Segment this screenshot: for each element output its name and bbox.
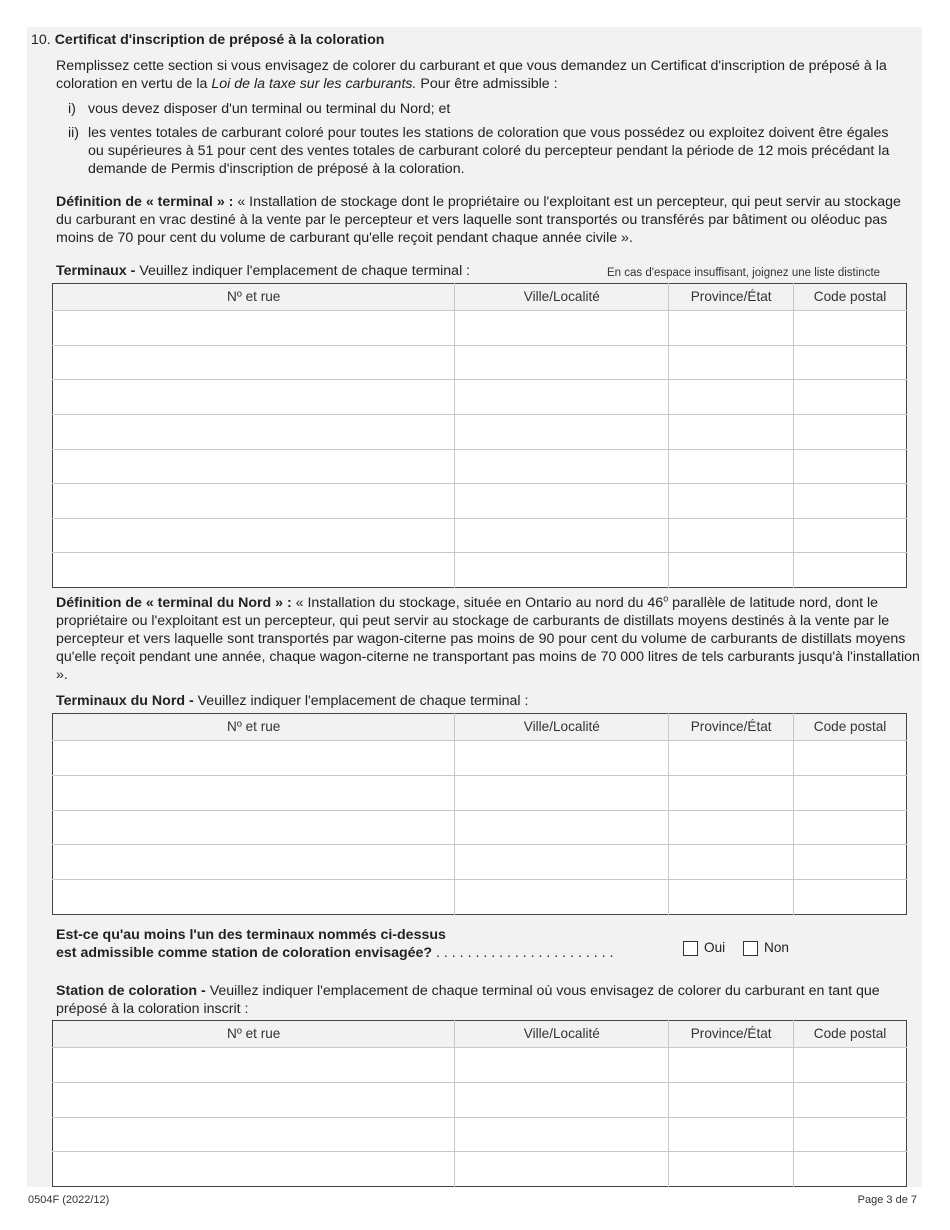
city-cell[interactable] bbox=[455, 880, 669, 915]
eligibility-question: Est-ce qu'au moins l'un des terminaux nommés ci-dessus est admissible comme station de coloration envisagée? . . . . . . . . . . . . . . . . . . . . . . . bbox=[56, 927, 614, 961]
street-cell[interactable] bbox=[53, 1152, 455, 1187]
province-cell[interactable] bbox=[669, 553, 794, 588]
coloration-station-table bbox=[52, 1020, 907, 1187]
col-street: Nº et rue bbox=[53, 714, 455, 741]
street-cell[interactable] bbox=[53, 380, 455, 415]
table-row bbox=[53, 1152, 907, 1187]
no-option[interactable] bbox=[743, 939, 789, 957]
col-postal: Code postal bbox=[794, 284, 907, 311]
section-title: Certificat d'inscription de préposé à la coloration bbox=[54, 32, 385, 48]
postal-cell[interactable] bbox=[794, 518, 907, 553]
table-row bbox=[53, 380, 907, 415]
postal-cell[interactable] bbox=[794, 810, 907, 845]
table-row bbox=[53, 845, 907, 880]
province-cell[interactable] bbox=[669, 1117, 794, 1152]
city-cell[interactable] bbox=[455, 1048, 669, 1083]
street-cell[interactable] bbox=[53, 1048, 455, 1083]
city-cell[interactable] bbox=[455, 845, 669, 880]
street-cell[interactable] bbox=[53, 775, 455, 810]
postal-cell[interactable] bbox=[794, 345, 907, 380]
table-row bbox=[53, 449, 907, 484]
postal-cell[interactable] bbox=[794, 775, 907, 810]
city-cell[interactable] bbox=[455, 414, 669, 449]
no-checkbox[interactable] bbox=[743, 941, 758, 956]
city-cell[interactable] bbox=[455, 741, 669, 776]
street-cell[interactable] bbox=[53, 880, 455, 915]
province-cell[interactable] bbox=[669, 845, 794, 880]
station-label: Station de coloration - Veuillez indiquer l'emplacement de chaque terminal où vous envisagez de colorer du carburant en tant que préposé à la coloration inscrit : bbox=[56, 983, 880, 1017]
city-cell[interactable] bbox=[455, 345, 669, 380]
province-cell[interactable] bbox=[669, 311, 794, 346]
postal-cell[interactable] bbox=[794, 1152, 907, 1187]
postal-cell[interactable] bbox=[794, 449, 907, 484]
yes-checkbox[interactable] bbox=[683, 941, 698, 956]
intro-paragraph: Remplissez cette section si vous envisagez de colorer du carburant et que vous demandez un Certificat d'inscription de préposé à la coloration en vertu de la Loi de la taxe sur les carburants. Pour être admissible : bbox=[56, 58, 887, 92]
province-cell[interactable] bbox=[669, 880, 794, 915]
province-cell[interactable] bbox=[669, 414, 794, 449]
city-cell[interactable] bbox=[455, 1117, 669, 1152]
city-cell[interactable] bbox=[455, 553, 669, 588]
city-cell[interactable] bbox=[455, 810, 669, 845]
province-cell[interactable] bbox=[669, 741, 794, 776]
table-row bbox=[53, 345, 907, 380]
table-row bbox=[53, 484, 907, 519]
insufficient-space-note: En cas d'espace insuffisant, joignez une liste distincte bbox=[607, 267, 881, 279]
table-row bbox=[53, 1117, 907, 1152]
city-cell[interactable] bbox=[455, 1082, 669, 1117]
street-cell[interactable] bbox=[53, 845, 455, 880]
city-cell[interactable] bbox=[455, 311, 669, 346]
province-cell[interactable] bbox=[669, 380, 794, 415]
terminal-definition: Définition de « terminal » : « Installation de stockage dont le propriétaire ou l'exploitant est un percepteur, qui peut servir au stockage du carburant en vrac destiné à la vente par le percepteur et vers laquelle sont transportés ou transférés par bâtiment ou oléoduc pas moins de 70 pour cent du volume de carburant qu'elle reçoit pendant chaque année civile ». bbox=[56, 194, 901, 246]
postal-cell[interactable] bbox=[794, 741, 907, 776]
street-cell[interactable] bbox=[53, 810, 455, 845]
page-number: Page 3 de 7 bbox=[857, 1194, 917, 1206]
street-cell[interactable] bbox=[53, 311, 455, 346]
postal-cell[interactable] bbox=[794, 1082, 907, 1117]
col-province: Province/État bbox=[669, 714, 794, 741]
street-cell[interactable] bbox=[53, 484, 455, 519]
postal-cell[interactable] bbox=[794, 484, 907, 519]
street-cell[interactable] bbox=[53, 449, 455, 484]
postal-cell[interactable] bbox=[794, 880, 907, 915]
postal-cell[interactable] bbox=[794, 414, 907, 449]
city-cell[interactable] bbox=[455, 449, 669, 484]
north-terminals-table bbox=[52, 713, 907, 915]
city-cell[interactable] bbox=[455, 1152, 669, 1187]
street-cell[interactable] bbox=[53, 414, 455, 449]
eligibility-conditions: i) vous devez disposer d'un terminal ou terminal du Nord; et ii) les ventes totales de carburant coloré pour toutes les stations de coloration que vous possédez ou exploitez doivent être égales ou supérieures à 51 pour cent des ventes totales de carburant coloré du percepteur pendant la période de 12 mois précédant la demande de Permis d'inscription de préposé à la coloration. bbox=[68, 101, 890, 177]
street-cell[interactable] bbox=[53, 1117, 455, 1152]
city-cell[interactable] bbox=[455, 484, 669, 519]
no-label: Non bbox=[764, 940, 789, 955]
terminals-table bbox=[52, 283, 907, 588]
table-row bbox=[53, 553, 907, 588]
city-cell[interactable] bbox=[455, 518, 669, 553]
street-cell[interactable] bbox=[53, 1082, 455, 1117]
street-cell[interactable] bbox=[53, 345, 455, 380]
postal-cell[interactable] bbox=[794, 553, 907, 588]
col-street: Nº et rue bbox=[53, 284, 455, 311]
city-cell[interactable] bbox=[455, 380, 669, 415]
postal-cell[interactable] bbox=[794, 1117, 907, 1152]
col-postal: Code postal bbox=[794, 714, 907, 741]
terminals-label: Terminaux - Veuillez indiquer l'emplacement de chaque terminal : bbox=[56, 263, 471, 279]
table-row bbox=[53, 518, 907, 553]
col-city: Ville/Localité bbox=[455, 714, 669, 741]
table-row bbox=[53, 810, 907, 845]
province-cell[interactable] bbox=[669, 518, 794, 553]
postal-cell[interactable] bbox=[794, 845, 907, 880]
province-cell[interactable] bbox=[669, 1082, 794, 1117]
city-cell[interactable] bbox=[455, 775, 669, 810]
col-city: Ville/Localité bbox=[455, 284, 669, 311]
col-city: Ville/Localité bbox=[455, 1021, 669, 1048]
table-row bbox=[53, 414, 907, 449]
table-row bbox=[53, 775, 907, 810]
province-cell[interactable] bbox=[669, 449, 794, 484]
table-row bbox=[53, 1048, 907, 1083]
col-province: Province/État bbox=[669, 284, 794, 311]
table-row bbox=[53, 311, 907, 346]
street-cell[interactable] bbox=[53, 553, 455, 588]
col-postal: Code postal bbox=[794, 1021, 907, 1048]
table-row bbox=[53, 741, 907, 776]
province-cell[interactable] bbox=[669, 775, 794, 810]
street-cell[interactable] bbox=[53, 518, 455, 553]
province-cell[interactable] bbox=[669, 810, 794, 845]
postal-cell[interactable] bbox=[794, 380, 907, 415]
postal-cell[interactable] bbox=[794, 311, 907, 346]
form-id: 0504F (2022/12) bbox=[28, 1194, 110, 1206]
yes-label: Oui bbox=[704, 940, 726, 955]
section-number: 10. bbox=[31, 32, 51, 48]
north-terminal-definition: Définition de « terminal du Nord » : « Installation du stockage, située en Ontario au nord du 46$^o$ parallèle de latitude nord, dont le propriétaire ou l'exploitant est un percepteur, qui peut servir au stockage de carburants de distillats moyens destinés à la vente par le percepteur et vers laquelle sont transportés par wagon-citerne pas moins de 90 pour cent du volume de carburants de distillats moyens qu'elle reçoit pendant une année, chaque wagon-citerne ne transportant pas moins de 70 000 litres de tels carburants jusqu'à l'installation ». bbox=[56, 593, 920, 683]
postal-cell[interactable] bbox=[794, 1048, 907, 1083]
col-street: Nº et rue bbox=[53, 1021, 455, 1048]
province-cell[interactable] bbox=[669, 484, 794, 519]
street-cell[interactable] bbox=[53, 741, 455, 776]
province-cell[interactable] bbox=[669, 1048, 794, 1083]
table-row bbox=[53, 880, 907, 915]
province-cell[interactable] bbox=[669, 1152, 794, 1187]
table-row bbox=[53, 1082, 907, 1117]
province-cell[interactable] bbox=[669, 345, 794, 380]
north-terminals-label: Terminaux du Nord - Veuillez indiquer l'emplacement de chaque terminal : bbox=[56, 693, 529, 709]
col-province: Province/État bbox=[669, 1021, 794, 1048]
section-heading bbox=[31, 31, 384, 49]
yes-option[interactable] bbox=[683, 939, 725, 957]
